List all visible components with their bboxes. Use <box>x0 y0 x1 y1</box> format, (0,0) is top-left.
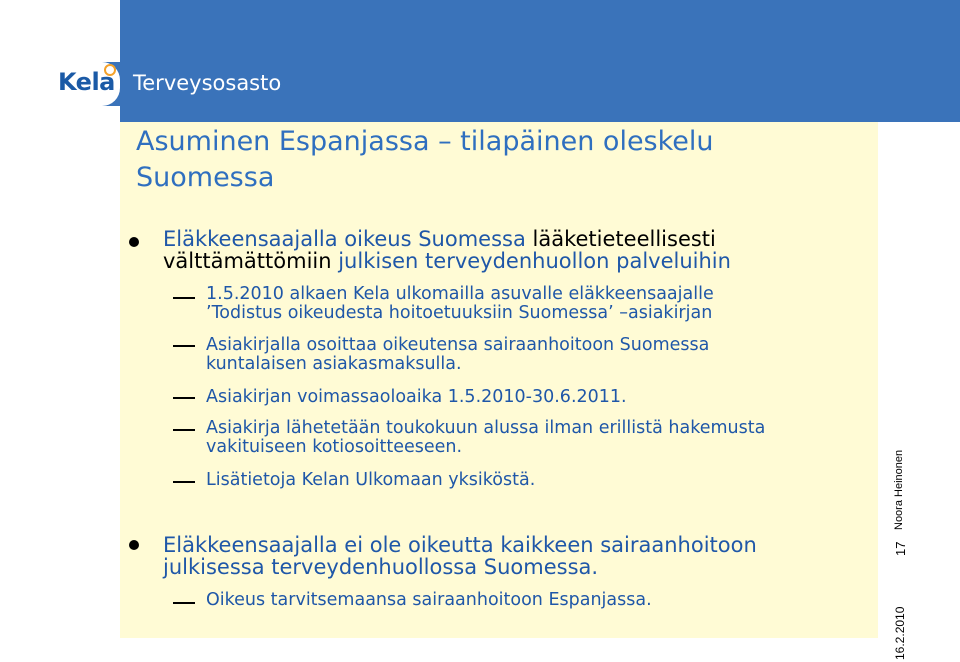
sub-item-6-line1: Oikeus tarvitsemaansa sairaanhoitoon Espanjassa. <box>206 590 652 610</box>
bullet-2-text <box>163 534 863 578</box>
dash-marker <box>173 397 195 399</box>
header-band <box>120 0 960 122</box>
bullet-dot <box>129 237 139 247</box>
bullet-1-emph2: välttämättömiin <box>163 249 332 273</box>
kela-logo-mark-icon <box>104 64 116 76</box>
bullet-1-emph1: lääketieteellisesti <box>532 227 716 251</box>
sub-item-5 <box>206 471 866 490</box>
slide-title-line1: Asuminen Espanjassa – tilapäinen oleskelu <box>136 126 714 157</box>
header-title: Terveysosasto <box>133 71 282 95</box>
sub-item-1 <box>206 285 866 323</box>
dash-marker <box>173 345 195 347</box>
sub-item-2-line1: Asiakirjalla osoittaa oikeutensa sairaanhoitoon Suomessa <box>206 335 710 355</box>
slide-title <box>136 124 836 196</box>
slide-title-line2: Suomessa <box>136 162 275 193</box>
page-number: 17 <box>893 541 908 556</box>
sub-item-5-line1: Lisätietoja Kelan Ulkomaan yksiköstä. <box>206 470 536 490</box>
dash-marker <box>173 297 195 299</box>
dash-marker <box>173 602 195 604</box>
sub-item-4-line1: Asiakirja lähetetään toukokuun alussa ilman erillistä hakemusta <box>206 418 766 438</box>
bullet-1-post: julkisen terveydenhuollon palveluihin <box>331 249 731 273</box>
author-label: Noora Heinonen <box>893 449 905 530</box>
sub-item-3 <box>206 388 866 407</box>
sub-item-1-line2: ’Todistus oikeudesta hoitoetuuksiin Suomessa’ –asiakirjan <box>206 303 713 323</box>
sub-item-6 <box>206 591 866 610</box>
bullet-1-text <box>163 228 863 272</box>
date-label: 16.2.2010 <box>893 606 907 660</box>
sub-item-2 <box>206 336 866 374</box>
sub-item-1-line1: 1.5.2010 alkaen Kela ulkomailla asuvalle eläkkeensaajalle <box>206 284 714 304</box>
dash-marker <box>173 429 195 431</box>
sub-item-4 <box>206 419 866 457</box>
sub-item-4-line2: vakituiseen kotiosoitteeseen. <box>206 437 463 457</box>
kela-logo: Kela <box>58 68 115 96</box>
bullet-dot <box>129 540 139 550</box>
bullet-2-line2: julkisessa terveydenhuollossa Suomessa. <box>163 555 599 579</box>
bullet-1-pre: Eläkkeensaajalla oikeus Suomessa <box>163 227 533 251</box>
sub-item-2-line2: kuntalaisen asiakasmaksulla. <box>206 354 462 374</box>
sub-item-3-line1: Asiakirjan voimassaoloaika 1.5.2010-30.6.2011. <box>206 387 627 407</box>
bullet-2-line1: Eläkkeensaajalla ei ole oikeutta kaikkeen sairaanhoitoon <box>163 533 757 557</box>
dash-marker <box>173 481 195 483</box>
